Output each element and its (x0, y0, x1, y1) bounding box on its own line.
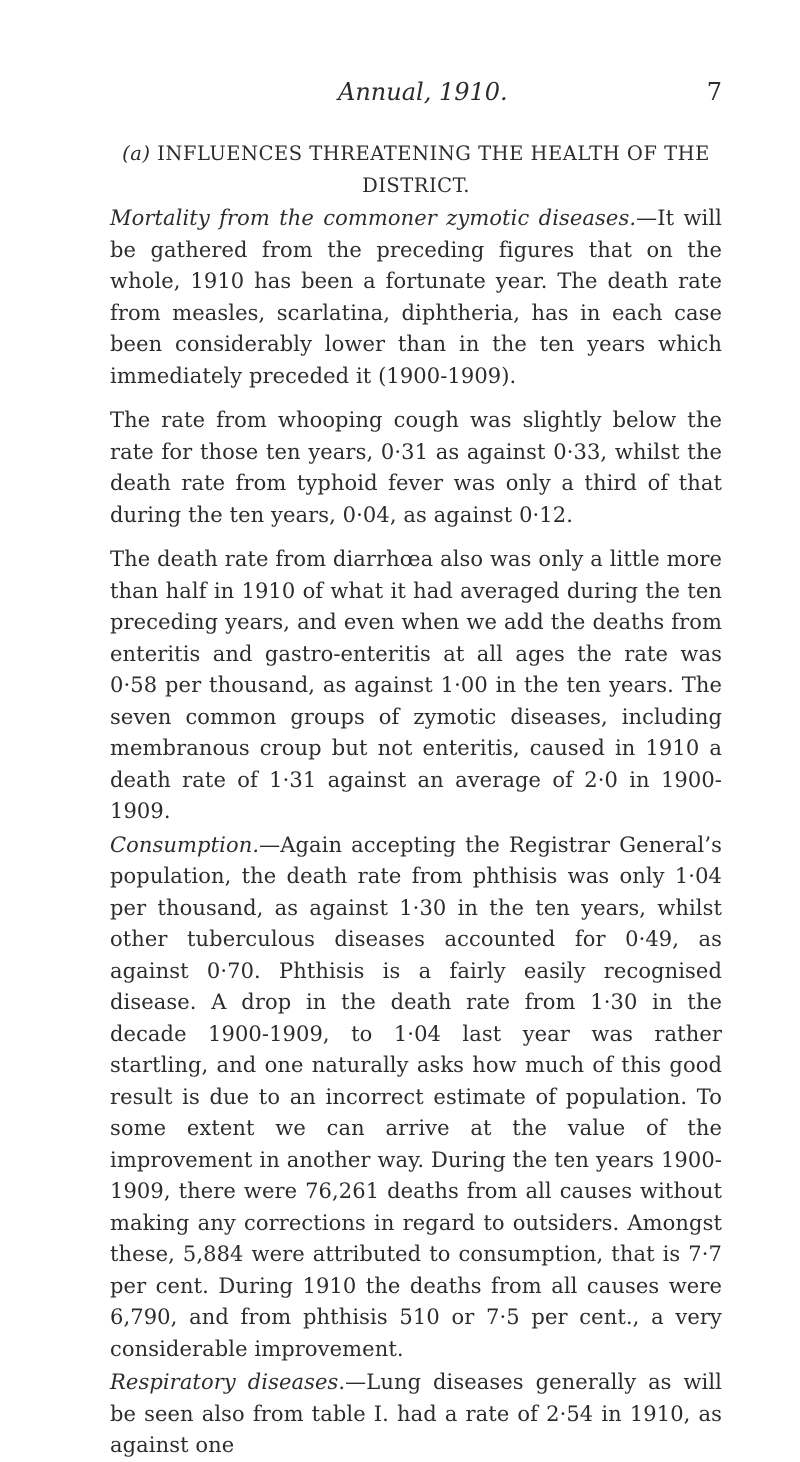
section-heading (110, 138, 722, 170)
paragraph-lead-respiratory: Respiratory diseases. (110, 1370, 346, 1394)
paragraph-text-mortality: —It will be gathered from the preceding figures that on the whole, 1910 has been a fortunate year. The death rate from measles, scarlatina, diphtheria, has in each case been considerably lower than in the ten years which immediately preceded it (1900-1909). (110, 206, 722, 388)
running-header (110, 78, 722, 112)
running-title: Annual, 1910. (338, 78, 508, 106)
paragraph-lead-mortality: Mortality from the commoner zymotic diseases. (110, 206, 637, 230)
paragraph-lead-consumption: Consumption. (110, 832, 260, 857)
page-number: 7 (706, 78, 722, 106)
section-label: (a) (122, 142, 151, 165)
section-heading-line1: INFLUENCES THREATENING THE HEALTH OF THE (157, 142, 710, 165)
paragraph-whooping-cough: The rate from whooping cough was slightly below the rate for those ten years, 0·31 as against 0·33, whilst the death rate from typhoid fever was only a third of that during the ten years, 0·04, as against 0·12. (110, 408, 722, 527)
paragraph-respiratory (110, 1367, 722, 1462)
section-heading-line2: DISTRICT. (362, 173, 470, 197)
paragraph-text-consumption: —Again accepting the Registrar General’s population, the death rate from phthisis was only 1·04 per thousand, as against 1·30 in the ten years, whilst other tuberculous diseases accounted for 0·49, as against 0·70. Phthisis is a fairly easily recognised disease. A drop in the death rate from 1·30 in the decade 1900-1909, to 1·04 last year was rather startling, and one naturally asks how much of this good result is due to an incorrect estimate of population. To some extent we can arrive at the value of the improvement in another way. During the ten years 1900-1909, there were 76,261 deaths from all causes without making any corrections in regard to outsiders. Amongst these, 5,884 were attributed to consumption, that is 7·7 per cent. During 1910 the deaths from all causes were 6,790, and from phthisis 510 or 7·5 per cent., a very considerable improvement. (110, 832, 722, 1361)
paragraph-diarrhoea: The death rate from diarrhœa also was only a little more than half in 1910 of what it had averaged during the ten preceding years, and even when we add the deaths from enteritis and gastro-enteritis at all ages the rate was 0·58 per thousand, as against 1·00 in the ten years. The seven common groups of zymotic diseases, including membranous croup but not enteritis, caused in 1910 a death rate of 1·31 against an average of 2·0 in 1900-1909. (110, 547, 722, 823)
paragraph-consumption (110, 830, 722, 1366)
paragraph-mortality (110, 203, 722, 392)
paragraph-text-respiratory: —Lung diseases generally as will be seen also from table I. had a rate of 2·54 in 1910, as against one (110, 1370, 722, 1457)
body-text (110, 138, 722, 1462)
